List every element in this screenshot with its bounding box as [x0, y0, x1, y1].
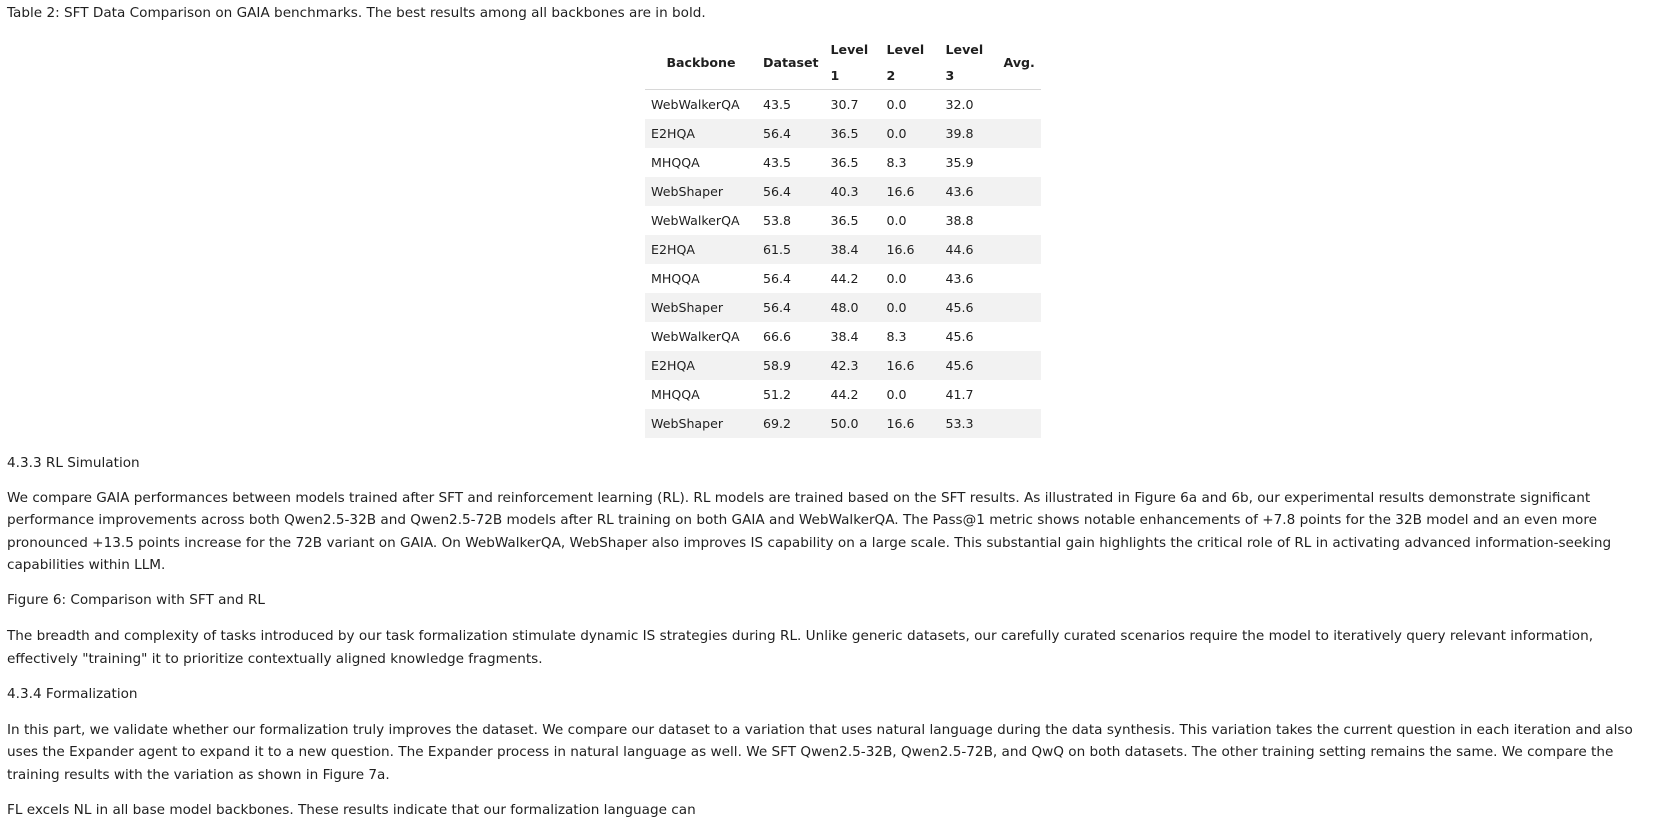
cell-level-3: 45.6	[945, 329, 974, 344]
header-backbone: Backbone	[645, 37, 757, 90]
cell-backbone: MHQQA	[651, 155, 700, 170]
cell-backbone: MHQQA	[651, 271, 700, 286]
cell-level-1: 44.2	[830, 387, 859, 402]
cell-level-2: 0.0	[881, 293, 940, 322]
cell-level-2: 16.6	[881, 351, 940, 380]
cell-level-3: 39.8	[940, 119, 998, 148]
cell-level-2: 16.6	[881, 409, 940, 438]
cell-level-1: 42.3	[825, 351, 881, 380]
cell-avg	[998, 322, 1041, 351]
cell-avg	[998, 119, 1041, 148]
table-caption: Table 2: SFT Data Comparison on GAIA benchmarks. The best results among all backbones are in bold.	[7, 5, 706, 21]
cell-level-3: 41.7	[945, 387, 974, 402]
table-row	[645, 293, 1041, 322]
table-row	[645, 206, 1041, 235]
table-body	[645, 90, 1041, 439]
cell-level-1: 30.7	[830, 97, 859, 112]
cell-avg	[998, 90, 1041, 120]
header-avg: Avg.	[998, 37, 1041, 90]
cell-backbone: E2HQA	[645, 351, 757, 380]
cell-level-2: 0.0	[886, 97, 907, 112]
cell-dataset: 56.4	[757, 293, 825, 322]
table-row	[645, 177, 1041, 206]
cell-level-1: 38.4	[825, 235, 881, 264]
sft-comparison-table	[645, 37, 1041, 438]
cell-avg	[998, 264, 1041, 293]
section-heading-formalization: 4.3.4 Formalization	[7, 686, 138, 702]
cell-level-1: 48.0	[825, 293, 881, 322]
cell-backbone: E2HQA	[645, 119, 757, 148]
cell-avg	[998, 409, 1041, 438]
table-row	[645, 351, 1041, 380]
cell-level-3: 35.9	[945, 155, 974, 170]
cell-backbone: E2HQA	[645, 235, 757, 264]
cell-level-1: 40.3	[825, 177, 881, 206]
cell-level-2: 8.3	[886, 329, 907, 344]
paragraph-rl-simulation: We compare GAIA performances between models trained after SFT and reinforcement learning (RL). RL models are trained based on the SFT results. As illustrated in Figure 6a and 6b, our experimental results demonstrate significant performance improvements across both Qwen2.5-32B and Qwen2.5-72B models after RL training on both GAIA and WebWalkerQA. The Pass@1 metric shows notable enhancements of +7.8 points for the 32B model and an even more pronounced +13.5 points increase for the 72B variant on GAIA. On WebWalkerQA, WebShaper also improves IS capability on a large scale. This substantial gain highlights the critical role of RL in activating advanced information-seeking capabilities within LLM.	[7, 489, 1612, 573]
table-row	[645, 409, 1041, 438]
paragraph-task-breadth: The breadth and complexity of tasks introduced by our task formalization stimulate dynamic IS strategies during RL. Unlike generic datasets, our carefully curated scenarios require the model to iteratively query relevant information, effectively "training" it to prioritize contextually aligned knowledge fragments.	[7, 628, 1594, 667]
cell-backbone: MHQQA	[651, 387, 700, 402]
cell-dataset: 53.8	[763, 213, 792, 228]
cell-level-1: 36.5	[825, 119, 881, 148]
table-row	[645, 148, 1041, 177]
header-level-1: Level 1	[825, 37, 881, 90]
cell-level-3: 44.6	[940, 235, 998, 264]
cell-dataset: 43.5	[763, 97, 792, 112]
cell-level-2: 0.0	[886, 271, 907, 286]
cell-level-3: 38.8	[945, 213, 974, 228]
cell-level-2: 0.0	[886, 387, 907, 402]
cell-dataset: 51.2	[763, 387, 792, 402]
cell-avg	[998, 235, 1041, 264]
cell-dataset: 56.4	[763, 271, 792, 286]
cell-level-2: 0.0	[886, 213, 907, 228]
cell-dataset: 56.4	[757, 177, 825, 206]
cell-backbone: WebWalkerQA	[651, 97, 740, 112]
cell-backbone: WebShaper	[645, 177, 757, 206]
cell-level-1: 36.5	[830, 155, 859, 170]
table-row	[645, 119, 1041, 148]
cell-dataset: 43.5	[763, 155, 792, 170]
cell-avg	[998, 206, 1041, 235]
table-row	[645, 322, 1041, 351]
table-row	[645, 264, 1041, 293]
cell-dataset: 61.5	[757, 235, 825, 264]
header-dataset: Dataset	[757, 37, 825, 90]
section-heading-rl-simulation: 4.3.3 RL Simulation	[7, 455, 140, 471]
cell-level-1: 50.0	[825, 409, 881, 438]
cell-level-2: 16.6	[881, 235, 940, 264]
cell-level-1: 38.4	[830, 329, 859, 344]
cell-dataset: 66.6	[763, 329, 792, 344]
header-level-3: Level 3	[940, 37, 998, 90]
cell-avg	[998, 177, 1041, 206]
cell-avg	[998, 380, 1041, 409]
cell-level-3: 45.6	[940, 351, 998, 380]
table-row	[645, 380, 1041, 409]
paragraph-formalization: In this part, we validate whether our formalization truly improves the dataset. We compare our dataset to a variation that uses natural language during the data synthesis. This variation takes the current question in each iteration and also uses the Expander agent to expand it to a new question. The Expander process in natural language as well. We SFT Qwen2.5-32B, Qwen2.5-72B, and QwQ on both datasets. The other training setting remains the same. We compare the training results with the variation as shown in Figure 7a.	[7, 721, 1633, 783]
cell-level-3: 43.6	[945, 271, 974, 286]
cell-dataset: 56.4	[757, 119, 825, 148]
cell-dataset: 58.9	[757, 351, 825, 380]
figure-6-caption: Figure 6: Comparison with SFT and RL	[7, 591, 265, 608]
cell-avg	[998, 351, 1041, 380]
cell-level-2: 8.3	[886, 155, 907, 170]
cell-level-3: 45.6	[940, 293, 998, 322]
cell-backbone: WebShaper	[645, 409, 757, 438]
cell-backbone: WebShaper	[645, 293, 757, 322]
cell-level-1: 44.2	[830, 271, 859, 286]
paragraph-formalization-results: FL excels NL in all base model backbones. These results indicate that our formalization language can	[7, 802, 696, 818]
cell-level-2: 16.6	[881, 177, 940, 206]
header-level-2: Level 2	[881, 37, 940, 90]
cell-level-3: 53.3	[940, 409, 998, 438]
cell-level-2: 0.0	[881, 119, 940, 148]
cell-level-3: 43.6	[940, 177, 998, 206]
cell-level-1: 36.5	[830, 213, 859, 228]
cell-backbone: WebWalkerQA	[651, 213, 740, 228]
cell-avg	[998, 293, 1041, 322]
document-page	[7, 0, 1662, 822]
table-row	[645, 235, 1041, 264]
cell-dataset: 69.2	[757, 409, 825, 438]
cell-avg	[998, 148, 1041, 177]
table-row	[645, 90, 1041, 120]
table-header-row	[645, 37, 1041, 90]
cell-backbone: WebWalkerQA	[651, 329, 740, 344]
cell-level-3: 32.0	[945, 97, 974, 112]
